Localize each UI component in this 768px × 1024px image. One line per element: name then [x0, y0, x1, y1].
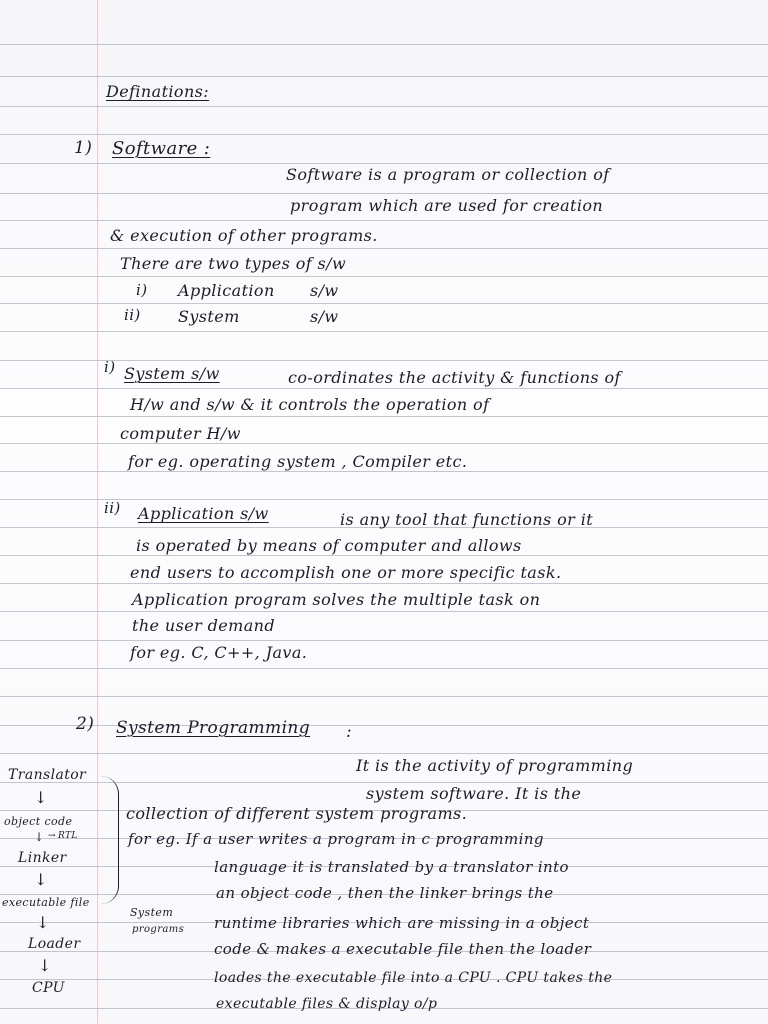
ruled-line [0, 388, 768, 389]
ruled-line [0, 76, 768, 77]
ruled-line [0, 248, 768, 249]
ruled-line [0, 134, 768, 135]
flow-node-loader: Loader [28, 936, 81, 952]
ruled-line [0, 44, 768, 45]
flow-node-object-code: object code [4, 815, 73, 828]
flow-node-linker: Linker [18, 850, 67, 866]
down-arrow-icon: ↓ [34, 830, 45, 844]
down-arrow-icon: ↓ [38, 956, 52, 975]
section-title: Software : [112, 138, 211, 159]
list-item: s/w [310, 281, 339, 300]
text-line: Software is a program or collection of [286, 165, 610, 184]
ruled-line [0, 106, 768, 107]
ruled-line [0, 303, 768, 304]
flow-node-cpu: CPU [32, 980, 65, 996]
text-line: code & makes a executable file then the loader [214, 940, 592, 958]
text-line: computer H/w [120, 424, 241, 443]
text-line: is operated by means of computer and allows [136, 536, 522, 555]
ruled-line [0, 163, 768, 164]
text-line: & execution of other programs. [110, 226, 378, 245]
list-number: ii) [104, 499, 121, 517]
section-number: 2) [76, 714, 95, 734]
text-line: H/w and s/w & it controls the operation of [130, 395, 490, 414]
text-line: Application program solves the multiple task on [132, 590, 541, 609]
flow-label-system: System [130, 906, 174, 919]
text-line: executable files & display o/p [216, 996, 438, 1012]
text-line: It is the activity of programming [356, 756, 634, 775]
ruled-line [0, 696, 768, 697]
ruled-line [0, 555, 768, 556]
flow-label-programs: programs [132, 924, 185, 935]
text-line: an object code , then the linker brings the [216, 884, 554, 902]
flow-note-rtl: RTL [58, 831, 78, 841]
ruled-line [0, 471, 768, 472]
text-line: language it is translated by a translator into [214, 858, 569, 876]
text-line: There are two types of s/w [120, 254, 347, 273]
text-line: co-ordinates the activity & functions of [288, 368, 621, 387]
text-line: for eg. If a user writes a program in c programming [128, 830, 544, 848]
section-number: 1) [74, 138, 93, 158]
ruled-line [0, 193, 768, 194]
down-arrow-icon: ↓ [34, 870, 48, 889]
ruled-line [0, 331, 768, 332]
rtl-arrow-icon: → [48, 831, 56, 841]
text-line: for eg. operating system , Compiler etc. [128, 452, 468, 471]
down-arrow-icon: ↓ [34, 788, 48, 807]
text-line: program which are used for creation [290, 196, 604, 215]
down-arrow-icon: ↓ [36, 913, 50, 932]
list-number: i) [104, 358, 116, 376]
ruled-line [0, 640, 768, 641]
ruled-line [0, 416, 768, 417]
flow-node-translator: Translator [8, 767, 87, 783]
ruled-line [0, 443, 768, 444]
subsection-title: Application s/w [138, 504, 269, 523]
list-item: Application [178, 281, 275, 300]
ruled-line [0, 668, 768, 669]
text-line: system software. It is the [366, 784, 582, 803]
ruled-line [0, 753, 768, 754]
list-number: ii) [124, 306, 141, 324]
page-heading: Definations: [106, 82, 210, 101]
text-line: for eg. C, C++, Java. [130, 643, 308, 662]
ruled-line [0, 276, 768, 277]
ruled-line [0, 611, 768, 612]
subsection-title: System s/w [124, 364, 220, 383]
list-item: s/w [310, 307, 339, 326]
section-title: System Programming [116, 718, 311, 738]
text-line: the user demand [132, 616, 275, 635]
text-line: end users to accomplish one or more specific task. [130, 563, 562, 582]
list-number: i) [136, 281, 148, 299]
text-line: loades the executable file into a CPU . CPU takes the [214, 970, 613, 986]
section-colon: : [346, 722, 353, 742]
text-line: runtime libraries which are missing in a object [214, 914, 590, 932]
ruled-line [0, 220, 768, 221]
list-item: System [178, 307, 240, 326]
flow-node-executable-file: executable file [2, 896, 90, 909]
ruled-line [0, 583, 768, 584]
text-line: collection of different system programs. [126, 804, 468, 823]
flow-brace [96, 776, 119, 904]
text-line: is any tool that functions or it [340, 510, 594, 529]
